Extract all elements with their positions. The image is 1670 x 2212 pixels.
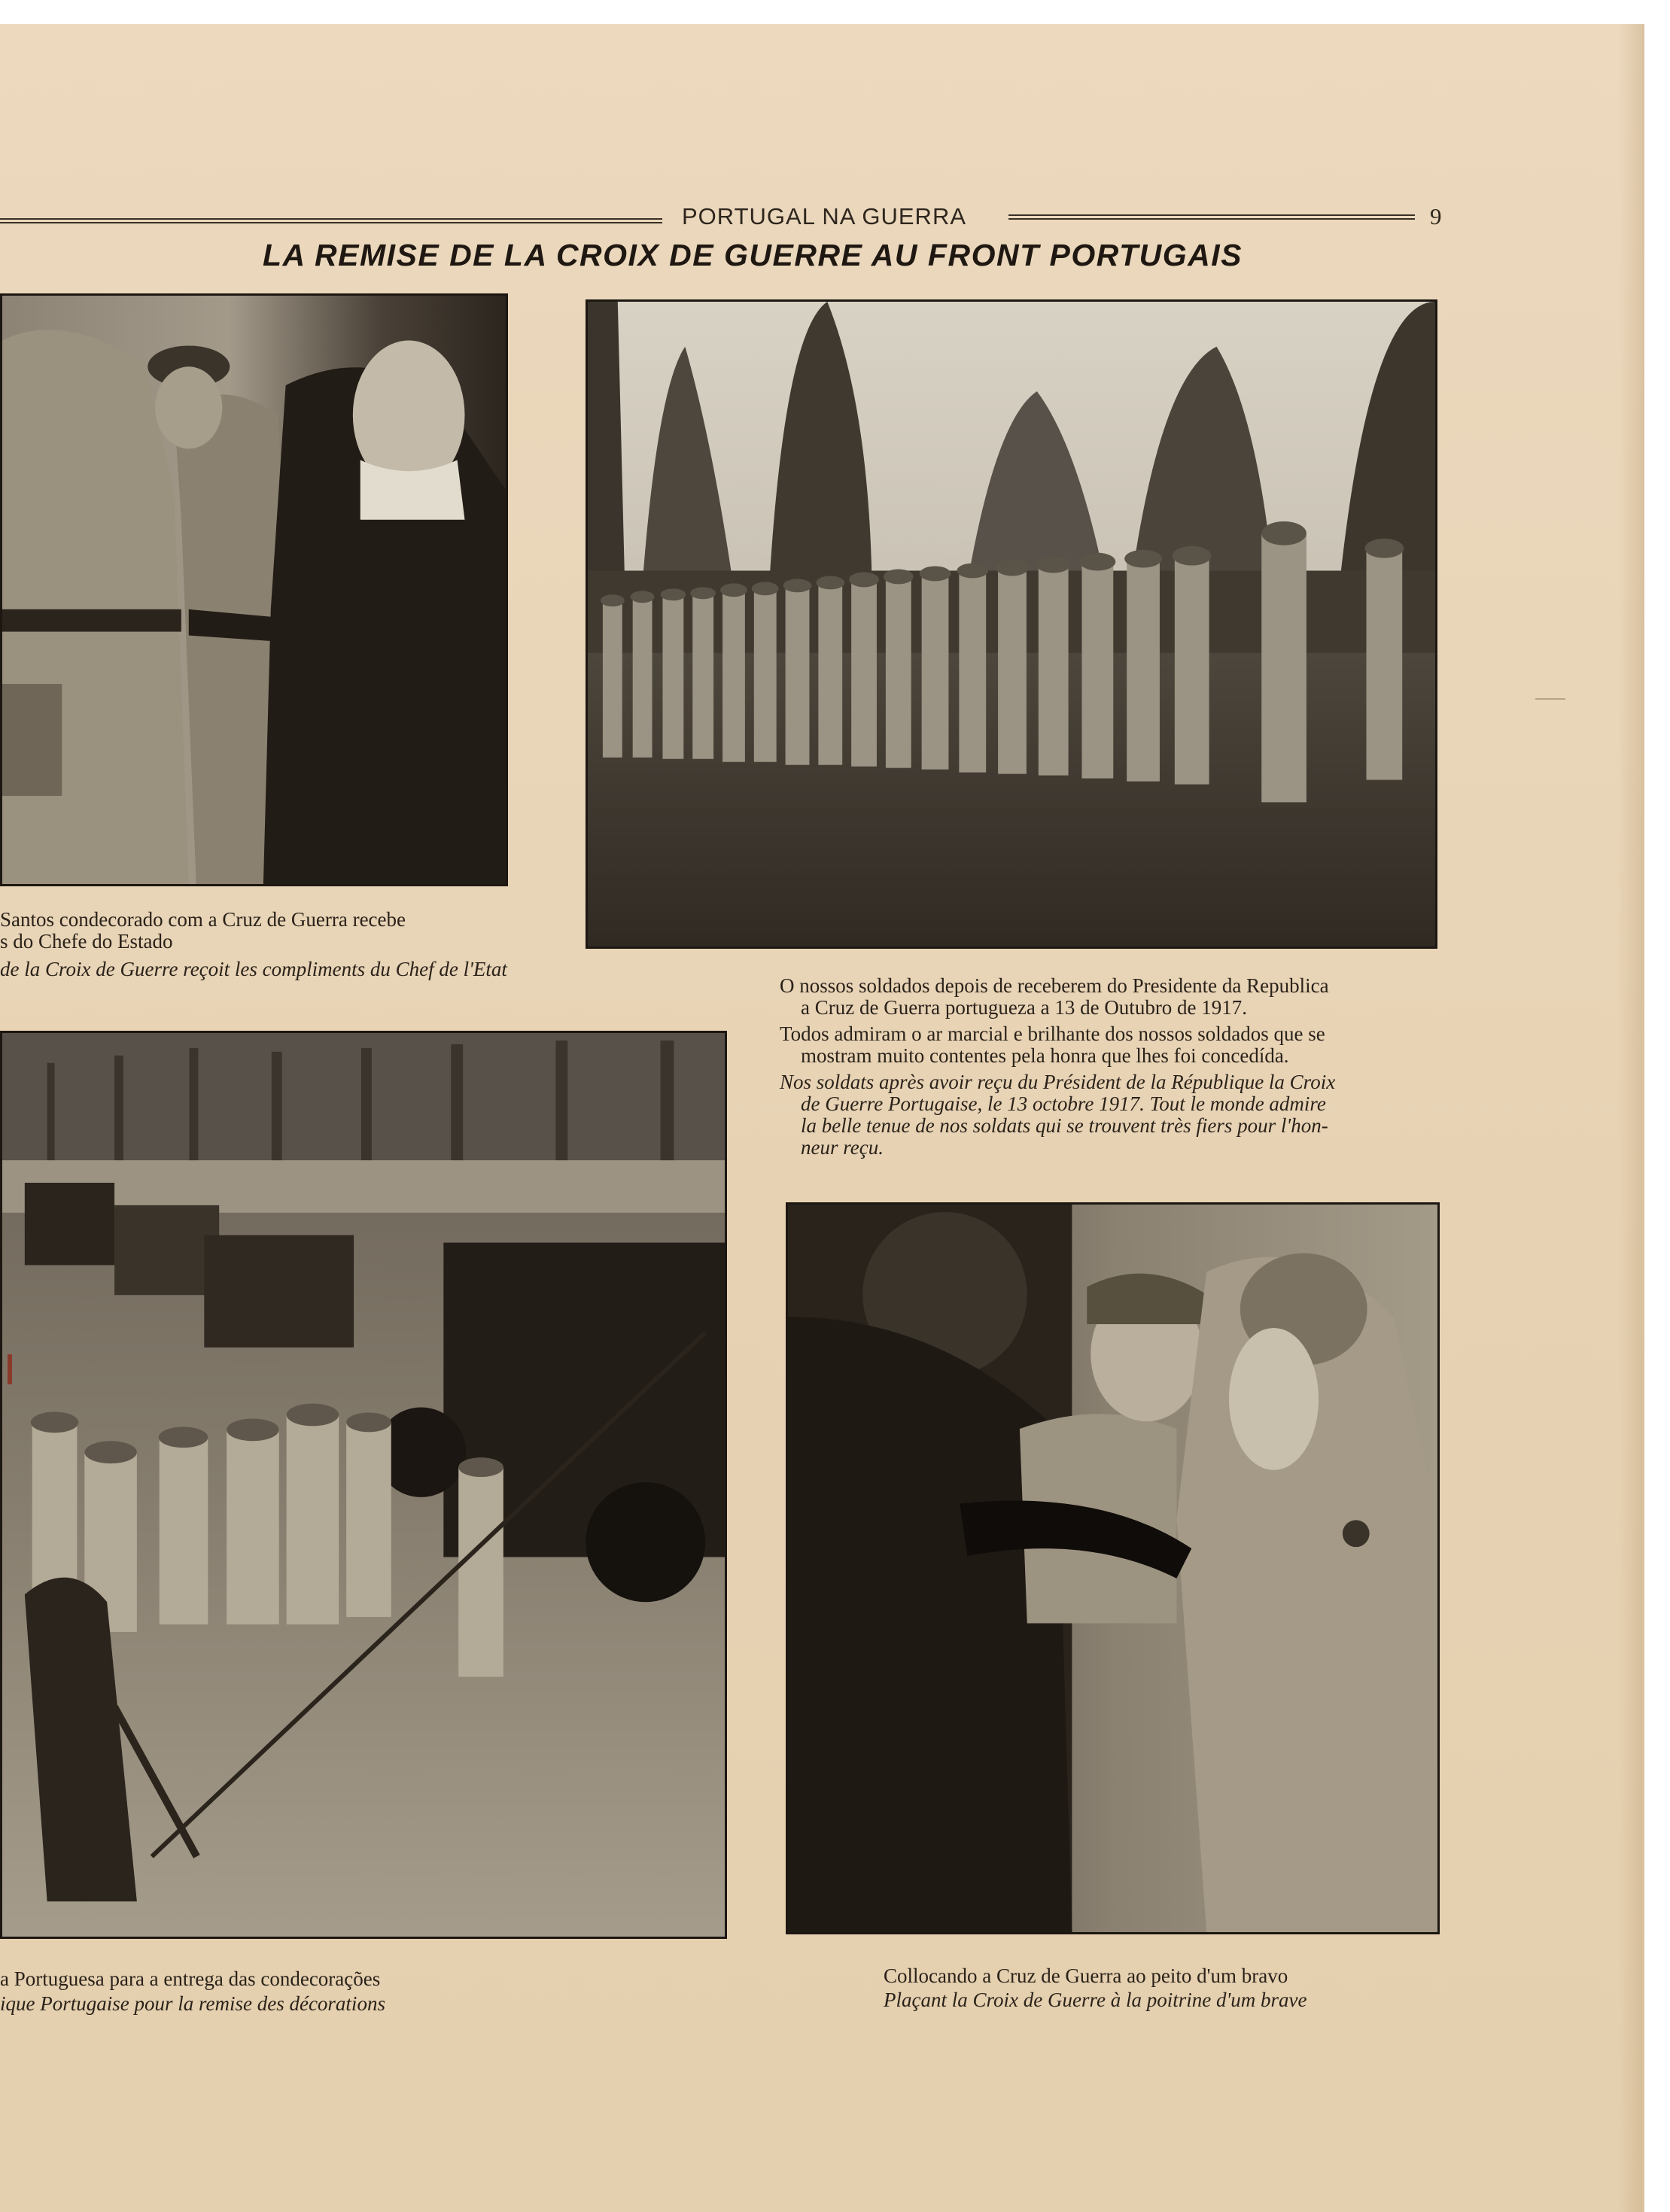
caption-pt-line: O nossos soldados depois de receberem do Presidente da Republica bbox=[780, 974, 1329, 997]
photo-placing-cross-on-chest bbox=[786, 1202, 1440, 1934]
caption-fr-line: la belle tenue de nos soldats qui se trouvent très fiers pour l'hon- bbox=[801, 1114, 1328, 1137]
running-title: PORTUGAL NA GUERRA bbox=[681, 203, 967, 229]
caption-pt-line: mostram muito contentes pela honra que lhes foi concedída. bbox=[801, 1044, 1289, 1067]
caption-pt-line-2: s do Chefe do Estado bbox=[0, 930, 173, 953]
caption-pt-line: a Cruz de Guerra portugueza a 13 de Outubro de 1917. bbox=[801, 996, 1248, 1019]
caption-fr-line: de Guerre Portugaise, le 13 octobre 1917. Tout le monde admire bbox=[801, 1092, 1326, 1115]
margin-mark bbox=[1535, 698, 1565, 700]
caption-pt-line-1: a Portuguesa para a entrega das condecorações bbox=[0, 1967, 381, 1990]
caption-fr-line: neur reçu. bbox=[801, 1136, 884, 1159]
page-number: 9 bbox=[1430, 203, 1442, 229]
caption-fr-line-1: de la Croix de Guerre reçoit les compliments du Chef de l'Etat bbox=[0, 958, 507, 980]
caption-pt-line-1: Santos condecorado com a Cruz de Guerra recebe bbox=[0, 908, 406, 931]
caption-fr-line: Nos soldats après avoir reçu du Président de la République la Croix bbox=[780, 1071, 1336, 1093]
header-rule-left bbox=[0, 218, 662, 223]
photo-soldiers-in-formation bbox=[586, 299, 1437, 949]
photo-motorcade-for-decorations bbox=[0, 1031, 727, 1939]
photo-officer-receiving-compliments bbox=[0, 293, 508, 886]
caption-fr-line-1: ique Portugaise pour la remise des décorations bbox=[0, 1992, 385, 2015]
caption-soldiers-block bbox=[780, 975, 1427, 1159]
caption-pt-line-1: Collocando a Cruz de Guerra ao peito d'um bravo bbox=[884, 1964, 1288, 1987]
page-headline: LA REMISE DE LA CROIX DE GUERRE AU FRONT PORTUGAIS bbox=[262, 238, 1243, 272]
caption-pt-line: Todos admiram o ar marcial e brilhante dos nossos soldados que se bbox=[780, 1022, 1325, 1045]
caption-fr-line-1: Plaçant la Croix de Guerre à la poitrine d'um brave bbox=[884, 1989, 1307, 2011]
page-edge-shadow bbox=[1618, 24, 1642, 2212]
margin-mark bbox=[8, 1354, 12, 1384]
header-rule-right bbox=[1008, 214, 1415, 220]
